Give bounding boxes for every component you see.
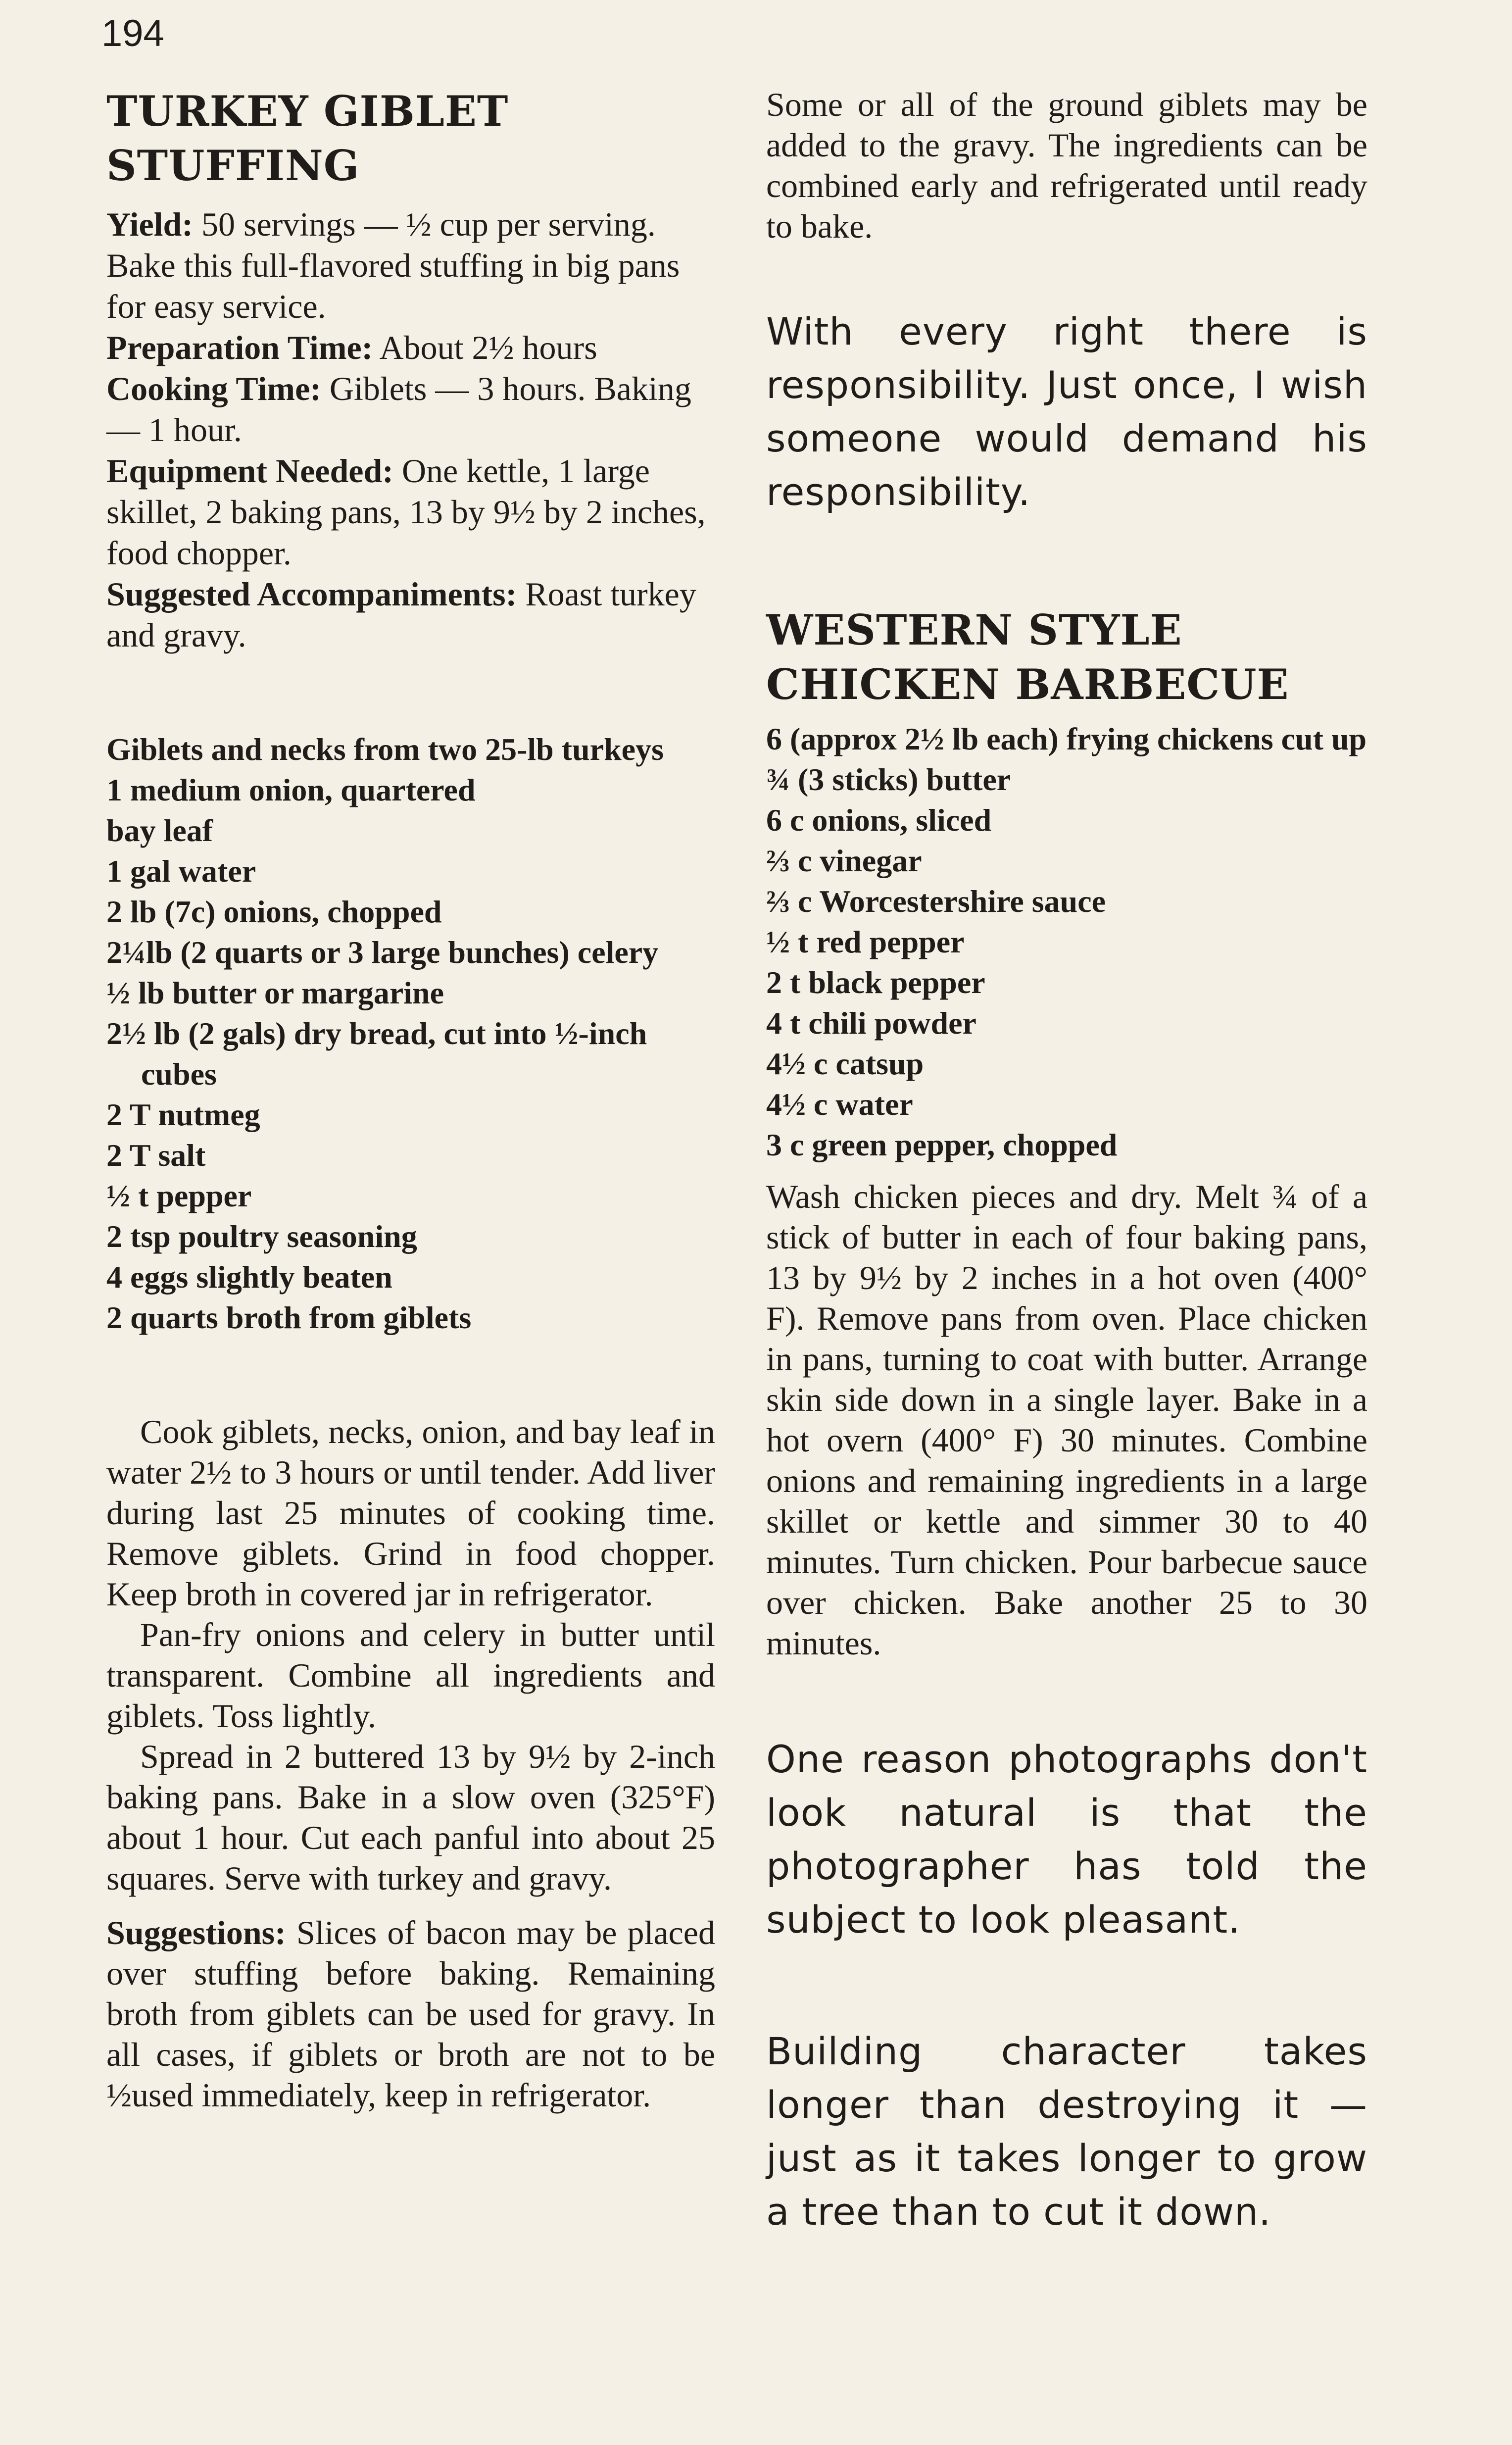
direction-paragraph: Cook giblets, necks, onion, and bay leaf in water 2½ to 3 hours or until tender. Add liver during last 25 minutes of cooking time. Remove giblets. Grind in food chopper. Keep broth in covered jar in refrigerator. [106,1413,715,1613]
ingredient-item: ⅔ c vinegar [766,843,922,878]
title-line: TURKEY GIBLET [106,87,509,136]
ingredient-item: ½ t pepper [106,1178,252,1213]
ingredient-item: 2 t black pepper [766,965,985,1000]
ingredient-item: ½ t red pepper [766,924,965,959]
ingredient-item: 2½ lb (2 gals) dry bread, cut into ½-inch cubes [106,1016,647,1092]
ingredient-item: 4 t chili powder [766,1005,976,1041]
prep-time-text: About 2½ hours [379,329,597,366]
title-line: CHICKEN BARBECUE [766,660,1289,709]
cooking-time-text: Giblets — 3 hours. Baking — 1 hour. [106,370,691,449]
accompaniments-line [106,574,715,656]
quote-character: Building character takes longer than destroying it — just as it takes longer to grow a tree than to cut it down. [766,2029,1367,2234]
ingredient-item: Giblets and necks from two 25-lb turkeys [106,732,664,767]
ingredient-list-stuffing [106,729,715,1338]
page-number: 194 [101,12,164,54]
equipment-text: One kettle, 1 large skillet, 2 baking pans, 13 by 9½ by 2 inches, food chopper. [106,452,706,572]
ingredient-list-barbecue [766,719,1367,1165]
suggestions-text: Slices of bacon may be placed over stuffing before baking. Remaining broth from giblets can be used for gravy. In all cases, if giblets or broth are not to be ½used immediately, keep in refrigerator. [106,1914,715,2114]
ingredient-item: 2 T salt [106,1138,206,1173]
ingredient-item: 2 tsp poultry seasoning [106,1219,417,1254]
equipment-label: Equipment Needed: [106,452,393,490]
quote-responsibility: With every right there is responsibility. Just once, I wish someone would demand his responsibility. [766,309,1367,514]
equipment-line [106,450,715,574]
direction-paragraph: Pan-fry onions and celery in butter until transparent. Combine all ingredients and giblets. Toss lightly. [106,1616,715,1735]
left-column [106,84,715,2115]
ingredient-item: bay leaf [106,813,213,848]
suggestions-label: Suggestions: [106,1914,286,1951]
ingredient-item: 6 (approx 2½ lb each) frying chickens cut up [766,721,1367,756]
ingredient-item: 2 quarts broth from giblets [106,1300,472,1335]
ingredient-item: 4 eggs slightly beaten [106,1259,392,1295]
ingredient-item: 6 c onions, sliced [766,802,992,838]
direction-paragraph: Wash chicken pieces and dry. Melt ¾ of a stick of butter in each of four baking pans, 13 by 9½ by 2 inches in a hot oven (400° F). Remove pans from oven. Place chicken in pans, turning to coat with butter. Arrange skin side down in a single layer. Bake in a hot overn (400° F) 30 minutes. Combine onions and remaining ingredients in a large skillet or kettle and simmer 30 to 40 minutes. Turn chicken. Pour barbecue sauce over chicken. Bake another 25 to 30 minutes. [766,1178,1367,1662]
ingredient-item: ⅔ c Worcestershire sauce [766,884,1106,919]
directions-barbecue [766,1176,1367,1663]
prep-time-label: Preparation Time: [106,329,373,366]
ingredient-item: 2 lb (7c) onions, chopped [106,894,442,929]
recipe-title-western-chicken-barbecue [766,603,1367,712]
yield-line [106,204,715,327]
ingredient-item: 4½ c catsup [766,1046,924,1081]
ingredient-item: 2 T nutmeg [106,1097,260,1132]
ingredient-item: 3 c green pepper, chopped [766,1127,1118,1162]
yield-label: Yield: [106,205,194,243]
ingredient-item: 2¼lb (2 quarts or 3 large bunches) celery [106,935,659,970]
recipe-meta [106,204,715,656]
cooking-time-label: Cooking Time: [106,370,321,407]
ingredient-item: 1 medium onion, quartered [106,772,476,807]
stuffing-continued-text: Some or all of the ground giblets may be added to the gravy. The ingredients can be combined early and refrigerated until ready to bake. [766,86,1367,245]
ingredient-item: 4½ c water [766,1087,913,1122]
cooking-time-line [106,368,715,450]
accompaniments-label: Suggested Accompaniments: [106,575,517,613]
quote-photographs: One reason photographs don't look natural is that the photographer has told the subject to look pleasant. [766,1737,1367,1942]
directions-stuffing [106,1411,715,1898]
title-line: WESTERN STYLE [766,605,1182,654]
yield-text: 50 servings — ½ cup per serving. Bake this full-flavored stuffing in big pans for easy service. [106,205,680,325]
recipe-title-turkey-giblet-stuffing [106,84,715,193]
ingredient-item: ¾ (3 sticks) butter [766,762,1011,797]
accompaniments-text: Roast turkey and gravy. [106,575,696,654]
right-column [766,84,1367,2239]
suggestions-paragraph [106,1912,715,2115]
ingredient-item: 1 gal water [106,853,256,889]
title-line: STUFFING [106,141,360,190]
prep-time-line [106,327,715,368]
direction-paragraph: Spread in 2 buttered 13 by 9½ by 2-inch baking pans. Bake in a slow oven (325°F) about 1 hour. Cut each panful into about 25 squares. Serve with turkey and gravy. [106,1738,715,1897]
ingredient-item: ½ lb butter or margarine [106,975,444,1010]
